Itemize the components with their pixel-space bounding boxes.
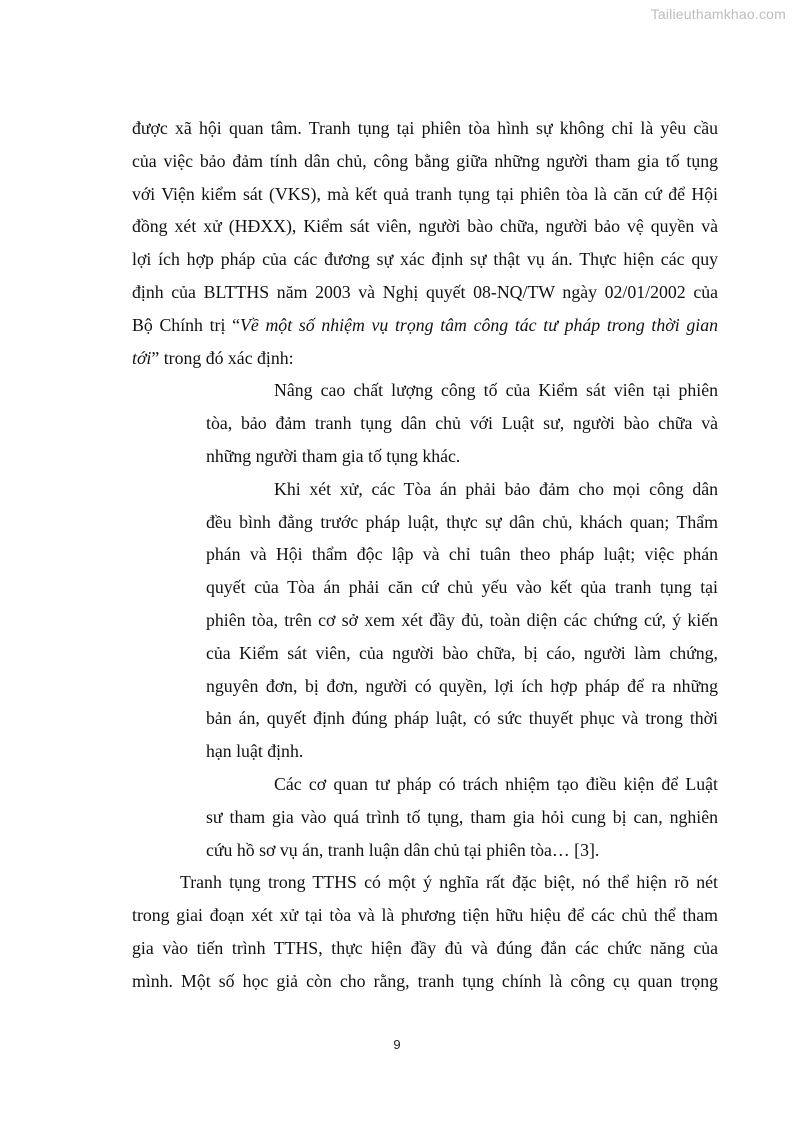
quote-line: Nâng cao chất lượng công tố của Kiểm sát viên tại phiên [274, 380, 718, 401]
quote-line: sư tham gia vào quá trình tố tụng, tham gia hỏi cung bị can, nghiên [206, 806, 718, 827]
quote-line: hạn luật định. [206, 741, 304, 762]
paragraph-intro [132, 112, 718, 374]
text-line: đồng xét xử (HĐXX), Kiểm sát viên, người bào chữa, người bảo vệ quyền và [132, 216, 718, 237]
block-quote [206, 374, 718, 866]
quote-line: phiên tòa, trên cơ sở xem xét đầy đủ, toàn diện các chứng cứ, ý kiến [206, 609, 718, 630]
text-line: định của BLTTHS năm 2003 và Nghị quyết 08-NQ/TW ngày 02/01/2002 của [132, 281, 718, 302]
quote-line: phán và Hội thẩm độc lập và chỉ tuân theo pháp luật; việc phán [206, 544, 718, 565]
quote-line: quyết của Tòa án phải căn cứ chủ yếu vào kết qủa tranh tụng tại [206, 577, 718, 598]
italic-title: tới [132, 347, 152, 368]
quote-line: Các cơ quan tư pháp có trách nhiệm tạo điều kiện để Luật [274, 773, 718, 794]
quote-line: Khi xét xử, các Tòa án phải bảo đảm cho mọi công dân [274, 478, 718, 499]
quote-line: nguyên đơn, bị đơn, người có quyền, lợi ích hợp pháp để ra những [206, 675, 718, 696]
text-line: mình. Một số học giả còn cho rằng, tranh tụng chính là công cụ quan trọng [132, 970, 718, 991]
text-segment: Bộ Chính trị “ [132, 314, 241, 335]
text-line: gia vào tiến trình TTHS, thực hiện đầy đủ và đúng đắn các chức năng của [132, 937, 718, 958]
page-number: 9 [393, 1037, 401, 1052]
quote-line: đều bình đẳng trước pháp luật, thực sự dân chủ, khách quan; Thẩm [206, 511, 718, 532]
text-line: của việc bảo đảm tính dân chủ, công bằng giữa những người tham gia tố tụng [132, 150, 718, 171]
quote-line: của Kiểm sát viên, của người bào chữa, bị cáo, người làm chứng, [206, 642, 718, 663]
text-line: trong giai đoạn xét xử tại tòa và là phương tiện hữu hiệu để các chủ thể tham [132, 905, 718, 926]
page-body [132, 112, 718, 998]
italic-title: Về một số nhiệm vụ trọng tâm công tác tư pháp trong thời gian [240, 314, 718, 335]
quote-line: những người tham gia tố tụng khác. [206, 445, 461, 466]
quote-line: cứu hồ sơ vụ án, tranh luận dân chủ tại phiên tòa… [3]. [206, 839, 600, 860]
text-segment: ” trong đó xác định: [151, 347, 294, 368]
text-line: với Viện kiểm sát (VKS), mà kết quả tranh tụng tại phiên tòa là căn cứ để Hội [132, 183, 718, 204]
paragraph-main [132, 866, 718, 997]
text-line [132, 309, 718, 342]
text-line: được xã hội quan tâm. Tranh tụng tại phiên tòa hình sự không chỉ là yêu cầu [132, 118, 718, 138]
quote-line: bản án, quyết định đúng pháp luật, có sức thuyết phục và trong thời [206, 708, 718, 729]
text-line: Tranh tụng trong TTHS có một ý nghĩa rất đặc biệt, nó thể hiện rõ nét [180, 872, 718, 893]
watermark: Tailieuthamkhao.com [650, 6, 786, 22]
text-line: lợi ích hợp pháp của các đương sự xác định sự thật vụ án. Thực hiện các quy [132, 249, 718, 270]
text-line [132, 342, 718, 375]
quote-line: tòa, bảo đảm tranh tụng dân chủ với Luật sư, người bào chữa và [206, 413, 718, 434]
